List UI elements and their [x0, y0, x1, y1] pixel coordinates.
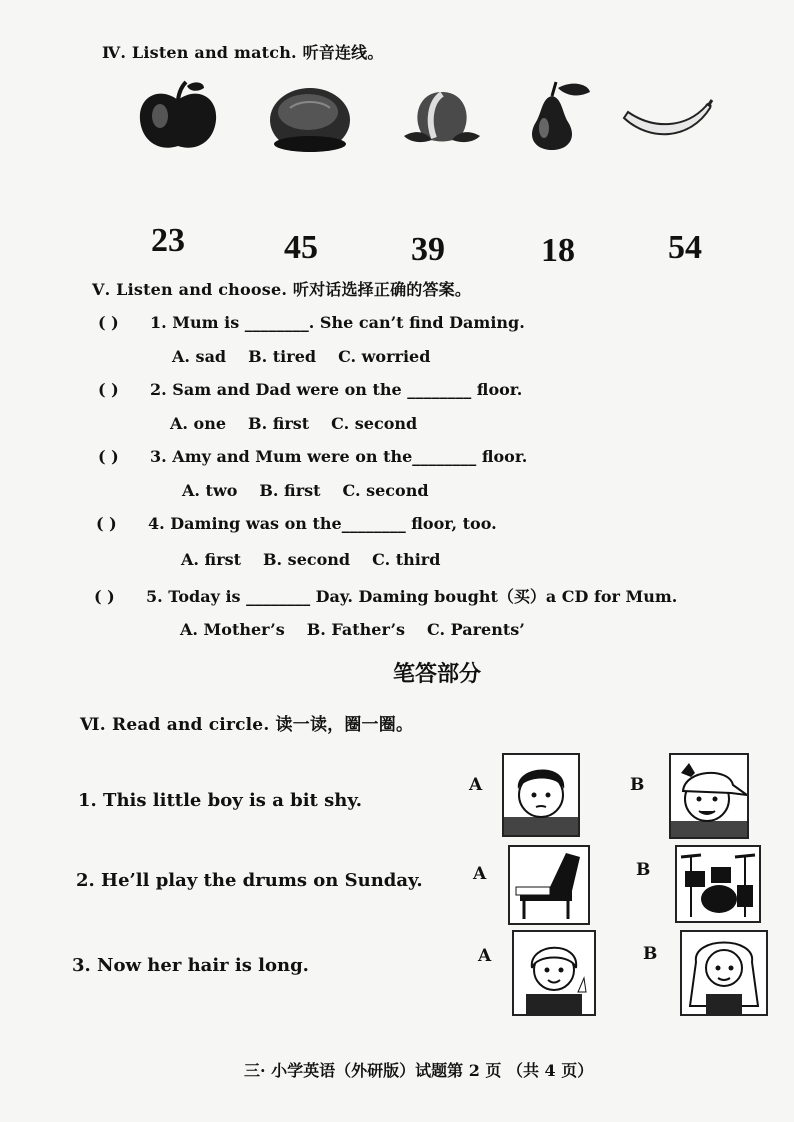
answer-parens[interactable]: ( ) [98, 380, 119, 399]
short-hair-girl-picture[interactable] [512, 930, 596, 1016]
piano-icon [510, 847, 588, 923]
drums-icon [677, 847, 759, 921]
match-number-3: 39 [411, 231, 445, 268]
option-c[interactable]: C. second [331, 414, 418, 433]
question-text: 3. Amy and Mum were on the________ floor. [150, 447, 528, 466]
question-text: 1. Mum is ________. She can’t find Daming. [150, 313, 525, 332]
question-3 [98, 447, 527, 466]
long-hair-girl-picture[interactable] [680, 930, 768, 1016]
option-c[interactable]: C. second [342, 481, 429, 500]
question-4-options [181, 550, 462, 569]
option-a[interactable]: A. two [182, 481, 238, 500]
question-4 [96, 514, 497, 533]
question-text: 5. Today is ________ Day. Daming bought（买）a CD for Mum. [146, 587, 678, 606]
question-text: 4. Daming was on the________ floor, too. [148, 514, 497, 533]
boy-cap-icon [671, 755, 747, 837]
option-b[interactable]: B. Father’s [306, 620, 406, 639]
girl-short-hair-icon [514, 932, 594, 1014]
banana-icon [624, 100, 712, 134]
option-c[interactable]: C. third [372, 550, 441, 569]
option-a[interactable]: A. one [170, 414, 227, 433]
answer-parens[interactable]: ( ) [94, 587, 115, 606]
page-footer: 三· 小学英语（外研版）试题第 2 页 （共 4 页） [244, 1061, 594, 1080]
option-c[interactable]: C. Parents’ [427, 620, 525, 639]
option-a[interactable]: A. sad [172, 347, 227, 366]
apple-icon [140, 82, 216, 148]
option-letter-b[interactable]: B [630, 775, 645, 795]
option-c[interactable]: C. worried [338, 347, 431, 366]
option-letter-b[interactable]: B [643, 944, 658, 964]
option-b[interactable]: B. first [259, 481, 321, 500]
question-5 [94, 584, 677, 607]
fruit-pictures-row [130, 78, 730, 158]
question-1-options [172, 347, 452, 366]
question-3-options [182, 481, 451, 500]
circle-question-3: 3. Now her hair is long. [72, 955, 309, 976]
cap-boy-picture[interactable] [669, 753, 749, 839]
answer-parens[interactable]: ( ) [98, 313, 119, 332]
coconut-icon [270, 88, 350, 152]
option-letter-a[interactable]: A [469, 775, 483, 795]
option-b[interactable]: B. first [248, 414, 310, 433]
question-text: 2. Sam and Dad were on the ________ floor. [150, 380, 523, 399]
question-2-options [170, 414, 439, 433]
girl-long-hair-icon [682, 932, 766, 1014]
option-a[interactable]: A. Mother’s [180, 620, 285, 639]
boy-face-icon [504, 755, 578, 835]
match-number-1: 23 [151, 222, 185, 259]
section-6-title: Ⅵ. Read and circle. 读一读，圈一圈。 [80, 715, 414, 735]
match-number-4: 18 [541, 232, 575, 269]
question-1 [98, 313, 525, 332]
drums-picture[interactable] [675, 845, 761, 923]
section-5-title: Ⅴ. Listen and choose. 听对话选择正确的答案。 [92, 280, 472, 299]
question-2 [98, 380, 522, 399]
circle-question-2: 2. He’ll play the drums on Sunday. [76, 870, 423, 891]
pear-icon [532, 82, 590, 150]
match-number-5: 54 [668, 229, 702, 266]
option-b[interactable]: B. tired [248, 347, 317, 366]
peach-icon [404, 92, 480, 142]
option-b[interactable]: B. second [263, 550, 351, 569]
section-4-title: Ⅳ. Listen and match. 听音连线。 [102, 43, 384, 62]
match-number-2: 45 [284, 229, 318, 266]
option-letter-a[interactable]: A [473, 864, 487, 884]
written-part-title: 笔答部分 [393, 661, 482, 687]
option-letter-b[interactable]: B [636, 860, 651, 880]
circle-question-1: 1. This little boy is a bit shy. [78, 790, 363, 811]
piano-picture[interactable] [508, 845, 590, 925]
answer-parens[interactable]: ( ) [96, 514, 117, 533]
answer-parens[interactable]: ( ) [98, 447, 119, 466]
shy-boy-picture[interactable] [502, 753, 580, 837]
option-letter-a[interactable]: A [478, 946, 492, 966]
question-5-options [180, 620, 547, 639]
option-a[interactable]: A. first [181, 550, 242, 569]
